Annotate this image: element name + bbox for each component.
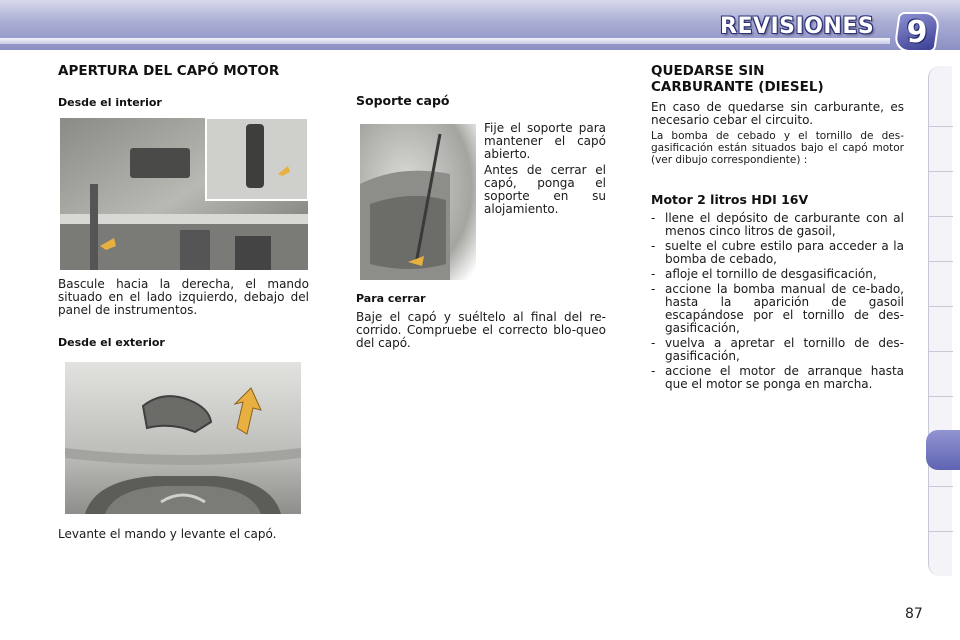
tab-strip [928, 66, 952, 576]
tab-divider [929, 486, 953, 487]
subheading-exterior: Desde el exterior [58, 336, 165, 349]
section-title-hood-opening: APERTURA DEL CAPÓ MOTOR [58, 63, 280, 79]
photo-exterior-release [65, 362, 301, 514]
support-stow-instructions: Antes de cerrar el capó, ponga el soporte en su alojamiento. [484, 163, 606, 216]
subheading-interior: Desde el interior [58, 96, 162, 109]
tab-divider [929, 306, 953, 307]
list-item: - llene el depósito de carburante con al menos cinco litros de gasoil, [651, 211, 904, 238]
tab-divider [929, 531, 953, 532]
priming-steps-list [651, 212, 904, 393]
support-fix-instructions: Fije el soporte para mantener el capó abierto. [484, 121, 606, 161]
tab-divider [929, 396, 953, 397]
list-item: - afloje el tornillo de desgasificación, [651, 267, 877, 281]
tab-divider [929, 261, 953, 262]
priming-pump-note: La bomba de cebado y el tornillo de des-gasificación están situados bajo el capó motor (ver dibujo correspondiente) : [651, 130, 904, 166]
interior-instructions: Bascule hacia la derecha, el mando situado en el lado izquierdo, debajo del panel de instrumentos. [58, 277, 309, 317]
photo-interior-lever [60, 118, 308, 270]
page-number: 87 [905, 606, 923, 622]
tab-divider [929, 351, 953, 352]
tab-divider [929, 171, 953, 172]
list-item: - accione el motor de arranque hasta que el motor se ponga en marcha. [651, 364, 904, 391]
tab-active-chapter[interactable] [926, 430, 960, 470]
chapter-title: REVISIONES [720, 14, 875, 39]
list-item: - vuelva a apretar el tornillo de des-gasificación, [651, 336, 904, 363]
subheading-close: Para cerrar [356, 292, 426, 305]
out-of-fuel-intro: En caso de quedarse sin carburante, es necesario cebar el circuito. [651, 100, 904, 127]
list-item: - accione la bomba manual de ce-bado, hasta la aparición de gasoil escapándose por el tornillo de des-gasificación, [651, 282, 904, 335]
photo-hood-support [360, 124, 476, 280]
chapter-badge [893, 12, 941, 52]
tab-divider [929, 126, 953, 127]
engine-subtitle: Motor 2 litros HDI 16V [651, 192, 809, 207]
list-item: - suelte el cubre estilo para acceder a la bomba de cebado, [651, 239, 904, 266]
exterior-instructions: Levante el mando y levante el capó. [58, 527, 277, 541]
section-title-hood-support: Soporte capó [356, 93, 450, 108]
tab-divider [929, 216, 953, 217]
section-title-out-of-fuel: QUEDARSE SIN CARBURANTE (DIESEL) [651, 63, 824, 95]
chapter-number: 9 [906, 14, 928, 50]
close-instructions: Baje el capó y suéltelo al final del re-corrido. Compruebe el correcto blo-queo del capó. [356, 310, 606, 350]
